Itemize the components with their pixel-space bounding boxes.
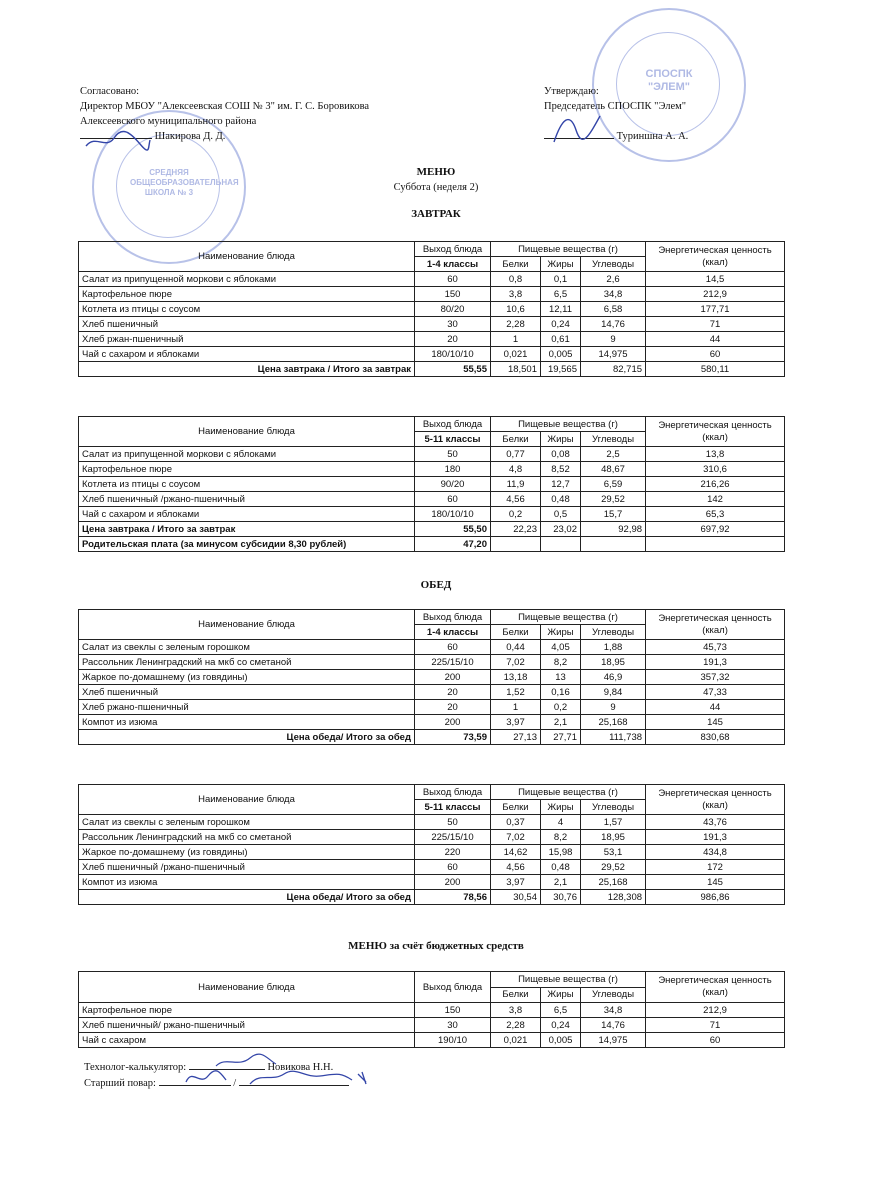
dish-fats: 0,48	[541, 860, 581, 875]
header-dish: Наименование блюда	[79, 610, 415, 640]
dish-name: Рассольник Ленинградский на мкб со сметаной	[79, 830, 415, 845]
dish-energy: 191,3	[646, 655, 785, 670]
dish-fats: 0,08	[541, 447, 581, 462]
dish-energy: 47,33	[646, 685, 785, 700]
dish-proteins: 3,8	[491, 1003, 541, 1018]
dish-energy: 172	[646, 860, 785, 875]
dish-name: Хлеб ржано-пшеничный	[79, 700, 415, 715]
total-label: Цена обеда/ Итого за обед	[79, 890, 415, 905]
approval-right-label: Утверждаю:	[544, 86, 599, 97]
dish-carbs: 15,7	[581, 507, 646, 522]
dish-energy: 65,3	[646, 507, 785, 522]
dish-name: Хлеб пшеничный	[79, 317, 415, 332]
header-yield: Выход блюда	[415, 417, 491, 432]
chairman-signature	[548, 108, 608, 148]
dish-energy: 191,3	[646, 830, 785, 845]
table-row	[79, 302, 785, 317]
dish-yield: 60	[415, 492, 491, 507]
total-fats: 27,71	[541, 730, 581, 745]
dish-carbs: 1,57	[581, 815, 646, 830]
dish-yield: 20	[415, 685, 491, 700]
dish-yield: 80/20	[415, 302, 491, 317]
technologist-name: Новикова Н.Н.	[267, 1062, 334, 1073]
header-proteins: Белки	[491, 432, 541, 447]
dish-yield: 50	[415, 447, 491, 462]
dish-fats: 0,2	[541, 700, 581, 715]
header-dish: Наименование блюда	[79, 417, 415, 447]
dish-carbs: 18,95	[581, 830, 646, 845]
header-fats: Жиры	[541, 800, 581, 815]
parent-fee-label: Родительская плата (за минусом субсидии 8,30 рублей)	[79, 537, 415, 552]
header-energy: Энергетическая ценность (ккал)	[646, 417, 785, 447]
header-yield: Выход блюда	[415, 785, 491, 800]
dish-carbs: 34,8	[581, 287, 646, 302]
dish-proteins: 0,37	[491, 815, 541, 830]
table-row	[79, 640, 785, 655]
dish-name: Салат из припущенной моркови с яблоками	[79, 272, 415, 287]
dish-carbs: 25,168	[581, 875, 646, 890]
table-row	[79, 507, 785, 522]
table-row	[79, 1033, 785, 1048]
dish-name: Рассольник Ленинградский на мкб со сметаной	[79, 655, 415, 670]
dish-name: Салат из свеклы с зеленым горошком	[79, 815, 415, 830]
dish-name: Чай с сахаром и яблоками	[79, 347, 415, 362]
table-total-row	[79, 730, 785, 745]
dish-carbs: 6,58	[581, 302, 646, 317]
dish-fats: 4	[541, 815, 581, 830]
header-proteins: Белки	[491, 800, 541, 815]
dish-fats: 4,05	[541, 640, 581, 655]
header-carbs: Углеводы	[581, 800, 646, 815]
dish-carbs: 9	[581, 332, 646, 347]
dish-name: Жаркое по-домашнему (из говядины)	[79, 845, 415, 860]
dish-carbs: 1,88	[581, 640, 646, 655]
header-group: 5-11 классы	[415, 800, 491, 815]
dish-name: Котлета из птицы с соусом	[79, 477, 415, 492]
table-total-row	[79, 362, 785, 377]
lunch-table-senior	[78, 784, 785, 905]
dish-yield: 180/10/10	[415, 507, 491, 522]
dish-name: Хлеб пшеничный /ржано-пшеничный	[79, 492, 415, 507]
dish-fats: 0,16	[541, 685, 581, 700]
school-stamp-text: СРЕДНЯЯ ОБЩЕОБРАЗОВАТЕЛЬНАЯ ШКОЛА № 3	[130, 168, 239, 197]
dish-proteins: 4,8	[491, 462, 541, 477]
page-subtitle: Суббота (неделя 2)	[393, 182, 479, 193]
dish-proteins: 2,28	[491, 1018, 541, 1033]
dish-energy: 216,26	[646, 477, 785, 492]
total-energy: 580,11	[646, 362, 785, 377]
breakfast-table-junior	[78, 241, 785, 377]
dish-fats: 2,1	[541, 715, 581, 730]
dish-fats: 0,24	[541, 317, 581, 332]
dish-yield: 20	[415, 700, 491, 715]
dish-name: Салат из свеклы с зеленым горошком	[79, 640, 415, 655]
dish-fats: 6,5	[541, 1003, 581, 1018]
dish-proteins: 0,021	[491, 347, 541, 362]
table-row	[79, 332, 785, 347]
total-fats: 30,76	[541, 890, 581, 905]
dish-fats: 8,2	[541, 655, 581, 670]
dish-name: Жаркое по-домашнему (из говядины)	[79, 670, 415, 685]
header-yield: Выход блюда	[415, 972, 491, 1003]
dish-fats: 13	[541, 670, 581, 685]
header-proteins: Белки	[491, 257, 541, 272]
table-row	[79, 1018, 785, 1033]
dish-energy: 44	[646, 700, 785, 715]
dish-yield: 180/10/10	[415, 347, 491, 362]
dish-energy: 434,8	[646, 845, 785, 860]
total-label: Цена завтрака / Итого за завтрак	[79, 522, 415, 537]
dish-yield: 220	[415, 845, 491, 860]
dish-energy: 71	[646, 1018, 785, 1033]
total-energy: 986,86	[646, 890, 785, 905]
header-carbs: Углеводы	[581, 625, 646, 640]
total-proteins: 27,13	[491, 730, 541, 745]
total-energy: 830,68	[646, 730, 785, 745]
dish-name: Компот из изюма	[79, 875, 415, 890]
dish-energy: 14,5	[646, 272, 785, 287]
header-energy: Энергетическая ценность (ккал)	[646, 972, 785, 1003]
dish-energy: 145	[646, 715, 785, 730]
budget-title: МЕНЮ за счёт бюджетных средств	[348, 940, 524, 952]
parent-fee-value: 47,20	[415, 537, 491, 552]
table-row	[79, 347, 785, 362]
dish-yield: 30	[415, 317, 491, 332]
header-fats: Жиры	[541, 987, 581, 1003]
table-row	[79, 685, 785, 700]
dish-name: Котлета из птицы с соусом	[79, 302, 415, 317]
dish-yield: 50	[415, 815, 491, 830]
dish-name: Картофельное пюре	[79, 1003, 415, 1018]
dish-yield: 190/10	[415, 1033, 491, 1048]
lunch-title: ОБЕД	[420, 579, 452, 591]
header-carbs: Углеводы	[581, 257, 646, 272]
technologist-signature	[212, 1050, 282, 1072]
dish-fats: 0,24	[541, 1018, 581, 1033]
table-row	[79, 462, 785, 477]
table-row	[79, 477, 785, 492]
dish-name: Чай с сахаром и яблоками	[79, 507, 415, 522]
dish-carbs: 46,9	[581, 670, 646, 685]
table-row	[79, 287, 785, 302]
table-row	[79, 492, 785, 507]
table-row	[79, 845, 785, 860]
dish-carbs: 6,59	[581, 477, 646, 492]
header-yield: Выход блюда	[415, 610, 491, 625]
table-row	[79, 830, 785, 845]
dish-energy: 177,71	[646, 302, 785, 317]
dish-name: Хлеб пшеничный /ржано-пшеничный	[79, 860, 415, 875]
dish-proteins: 0,77	[491, 447, 541, 462]
header-fats: Жиры	[541, 432, 581, 447]
dish-energy: 212,9	[646, 287, 785, 302]
dish-fats: 0,005	[541, 1033, 581, 1048]
dish-proteins: 1,52	[491, 685, 541, 700]
technologist-label: Технолог-калькулятор:	[84, 1062, 187, 1073]
dish-proteins: 4,56	[491, 860, 541, 875]
dish-energy: 13,8	[646, 447, 785, 462]
dish-carbs: 18,95	[581, 655, 646, 670]
header-nutrients: Пищевые вещества (г)	[491, 242, 646, 257]
dish-proteins: 0,2	[491, 507, 541, 522]
total-carbs: 128,308	[581, 890, 646, 905]
dish-yield: 20	[415, 332, 491, 347]
dish-proteins: 4,56	[491, 492, 541, 507]
dish-name: Чай с сахаром	[79, 1033, 415, 1048]
approval-right-name: Туриншна А. А.	[616, 131, 689, 142]
table-row	[79, 860, 785, 875]
dish-yield: 225/15/10	[415, 655, 491, 670]
dish-fats: 0,005	[541, 347, 581, 362]
dish-fats: 12,7	[541, 477, 581, 492]
dish-proteins: 2,28	[491, 317, 541, 332]
dish-energy: 44	[646, 332, 785, 347]
header-carbs: Углеводы	[581, 987, 646, 1003]
total-proteins: 22,23	[491, 522, 541, 537]
header-nutrients: Пищевые вещества (г)	[491, 610, 646, 625]
dish-fats: 8,52	[541, 462, 581, 477]
dish-proteins: 3,8	[491, 287, 541, 302]
dish-fats: 0,5	[541, 507, 581, 522]
dish-name: Хлеб пшеничный	[79, 685, 415, 700]
total-label: Цена обеда/ Итого за обед	[79, 730, 415, 745]
dish-energy: 43,76	[646, 815, 785, 830]
table-total-row	[79, 522, 785, 537]
header-dish: Наименование блюда	[79, 785, 415, 815]
total-carbs: 111,738	[581, 730, 646, 745]
header-nutrients: Пищевые вещества (г)	[491, 972, 646, 988]
total-carbs: 82,715	[581, 362, 646, 377]
dish-carbs: 25,168	[581, 715, 646, 730]
table-row	[79, 272, 785, 287]
dish-energy: 60	[646, 347, 785, 362]
total-label: Цена завтрака / Итого за завтрак	[79, 362, 415, 377]
dish-carbs: 34,8	[581, 1003, 646, 1018]
approval-left-name: Шакирова Д. Д.	[154, 131, 226, 142]
header-fats: Жиры	[541, 625, 581, 640]
header-carbs: Углеводы	[581, 432, 646, 447]
breakfast-table-senior	[78, 416, 785, 552]
approval-left-position: Директор МБОУ "Алексеевская СОШ № 3" им. Г. С. Боровикова	[80, 101, 370, 112]
dish-name: Картофельное пюре	[79, 287, 415, 302]
dish-proteins: 10,6	[491, 302, 541, 317]
dish-name: Компот из изюма	[79, 715, 415, 730]
cook-label: Старший повар:	[84, 1078, 156, 1089]
total-price: 78,56	[415, 890, 491, 905]
header-group: 1-4 классы	[415, 625, 491, 640]
header-proteins: Белки	[491, 625, 541, 640]
dish-fats: 0,1	[541, 272, 581, 287]
dish-fats: 15,98	[541, 845, 581, 860]
header-group: 5-11 классы	[415, 432, 491, 447]
lunch-table-junior	[78, 609, 785, 745]
header-energy: Энергетическая ценность (ккал)	[646, 242, 785, 272]
table-row	[79, 655, 785, 670]
total-energy: 697,92	[646, 522, 785, 537]
total-price: 73,59	[415, 730, 491, 745]
dish-carbs: 53,1	[581, 845, 646, 860]
dish-fats: 2,1	[541, 875, 581, 890]
header-dish: Наименование блюда	[79, 242, 415, 272]
parent-fee-row	[79, 537, 785, 552]
dish-energy: 212,9	[646, 1003, 785, 1018]
dish-fats: 6,5	[541, 287, 581, 302]
dish-carbs: 9,84	[581, 685, 646, 700]
dish-carbs: 29,52	[581, 492, 646, 507]
cook-slash: /	[233, 1078, 237, 1089]
dish-proteins: 11,9	[491, 477, 541, 492]
dish-proteins: 7,02	[491, 830, 541, 845]
total-carbs: 92,98	[581, 522, 646, 537]
breakfast-title: ЗАВТРАК	[411, 208, 461, 220]
dish-name: Картофельное пюре	[79, 462, 415, 477]
header-nutrients: Пищевые вещества (г)	[491, 417, 646, 432]
dish-proteins: 0,44	[491, 640, 541, 655]
header-dish: Наименование блюда	[79, 972, 415, 1003]
dish-yield: 200	[415, 715, 491, 730]
total-price: 55,50	[415, 522, 491, 537]
approval-right-position: Председатель СПОСПК "Элем"	[544, 101, 687, 112]
total-fats: 19,565	[541, 362, 581, 377]
dish-fats: 12,11	[541, 302, 581, 317]
dish-yield: 225/15/10	[415, 830, 491, 845]
dish-proteins: 14,62	[491, 845, 541, 860]
dish-name: Хлеб ржан-пшеничный	[79, 332, 415, 347]
dish-fats: 0,61	[541, 332, 581, 347]
dish-yield: 90/20	[415, 477, 491, 492]
dish-yield: 200	[415, 670, 491, 685]
page-title: МЕНЮ	[416, 166, 456, 178]
table-row	[79, 317, 785, 332]
table-row	[79, 670, 785, 685]
dish-name: Хлеб пшеничный/ ржано-пшеничный	[79, 1018, 415, 1033]
dish-yield: 180	[415, 462, 491, 477]
dish-carbs: 14,76	[581, 1018, 646, 1033]
table-row	[79, 815, 785, 830]
header-group: 1-4 классы	[415, 257, 491, 272]
dish-carbs: 2,5	[581, 447, 646, 462]
dish-yield: 30	[415, 1018, 491, 1033]
dish-proteins: 3,97	[491, 875, 541, 890]
dish-energy: 357,32	[646, 670, 785, 685]
header-proteins: Белки	[491, 987, 541, 1003]
dish-carbs: 14,975	[581, 1033, 646, 1048]
table-row	[79, 875, 785, 890]
table-row	[79, 1003, 785, 1018]
header-energy: Энергетическая ценность (ккал)	[646, 785, 785, 815]
dish-energy: 145	[646, 875, 785, 890]
cooperative-stamp-text: СПОСПК "ЭЛЕМ"	[645, 68, 693, 93]
dish-energy: 45,73	[646, 640, 785, 655]
total-price: 55,55	[415, 362, 491, 377]
dish-yield: 150	[415, 287, 491, 302]
dish-fats: 0,48	[541, 492, 581, 507]
director-signature	[82, 128, 152, 154]
approval-left-district: Алексеевского муниципального района	[80, 116, 257, 127]
table-total-row	[79, 890, 785, 905]
dish-energy: 71	[646, 317, 785, 332]
dish-proteins: 3,97	[491, 715, 541, 730]
dish-proteins: 7,02	[491, 655, 541, 670]
dish-carbs: 14,975	[581, 347, 646, 362]
table-row	[79, 447, 785, 462]
header-nutrients: Пищевые вещества (г)	[491, 785, 646, 800]
dish-carbs: 29,52	[581, 860, 646, 875]
dish-yield: 60	[415, 860, 491, 875]
dish-fats: 8,2	[541, 830, 581, 845]
dish-carbs: 14,76	[581, 317, 646, 332]
total-proteins: 30,54	[491, 890, 541, 905]
approval-left-label: Согласовано:	[80, 86, 140, 97]
total-fats: 23,02	[541, 522, 581, 537]
dish-energy: 60	[646, 1033, 785, 1048]
table-row	[79, 700, 785, 715]
dish-carbs: 2,6	[581, 272, 646, 287]
dish-energy: 310,6	[646, 462, 785, 477]
header-yield: Выход блюда	[415, 242, 491, 257]
header-energy: Энергетическая ценность (ккал)	[646, 610, 785, 640]
dish-proteins: 0,8	[491, 272, 541, 287]
budget-table	[78, 971, 785, 1048]
dish-proteins: 1	[491, 700, 541, 715]
dish-yield: 60	[415, 640, 491, 655]
dish-carbs: 9	[581, 700, 646, 715]
table-row	[79, 715, 785, 730]
dish-proteins: 0,021	[491, 1033, 541, 1048]
dish-proteins: 1	[491, 332, 541, 347]
dish-proteins: 13,18	[491, 670, 541, 685]
total-proteins: 18,501	[491, 362, 541, 377]
dish-energy: 142	[646, 492, 785, 507]
dish-yield: 200	[415, 875, 491, 890]
dish-carbs: 48,67	[581, 462, 646, 477]
dish-yield: 60	[415, 272, 491, 287]
dish-name: Салат из припущенной моркови с яблоками	[79, 447, 415, 462]
header-fats: Жиры	[541, 257, 581, 272]
dish-yield: 150	[415, 1003, 491, 1018]
